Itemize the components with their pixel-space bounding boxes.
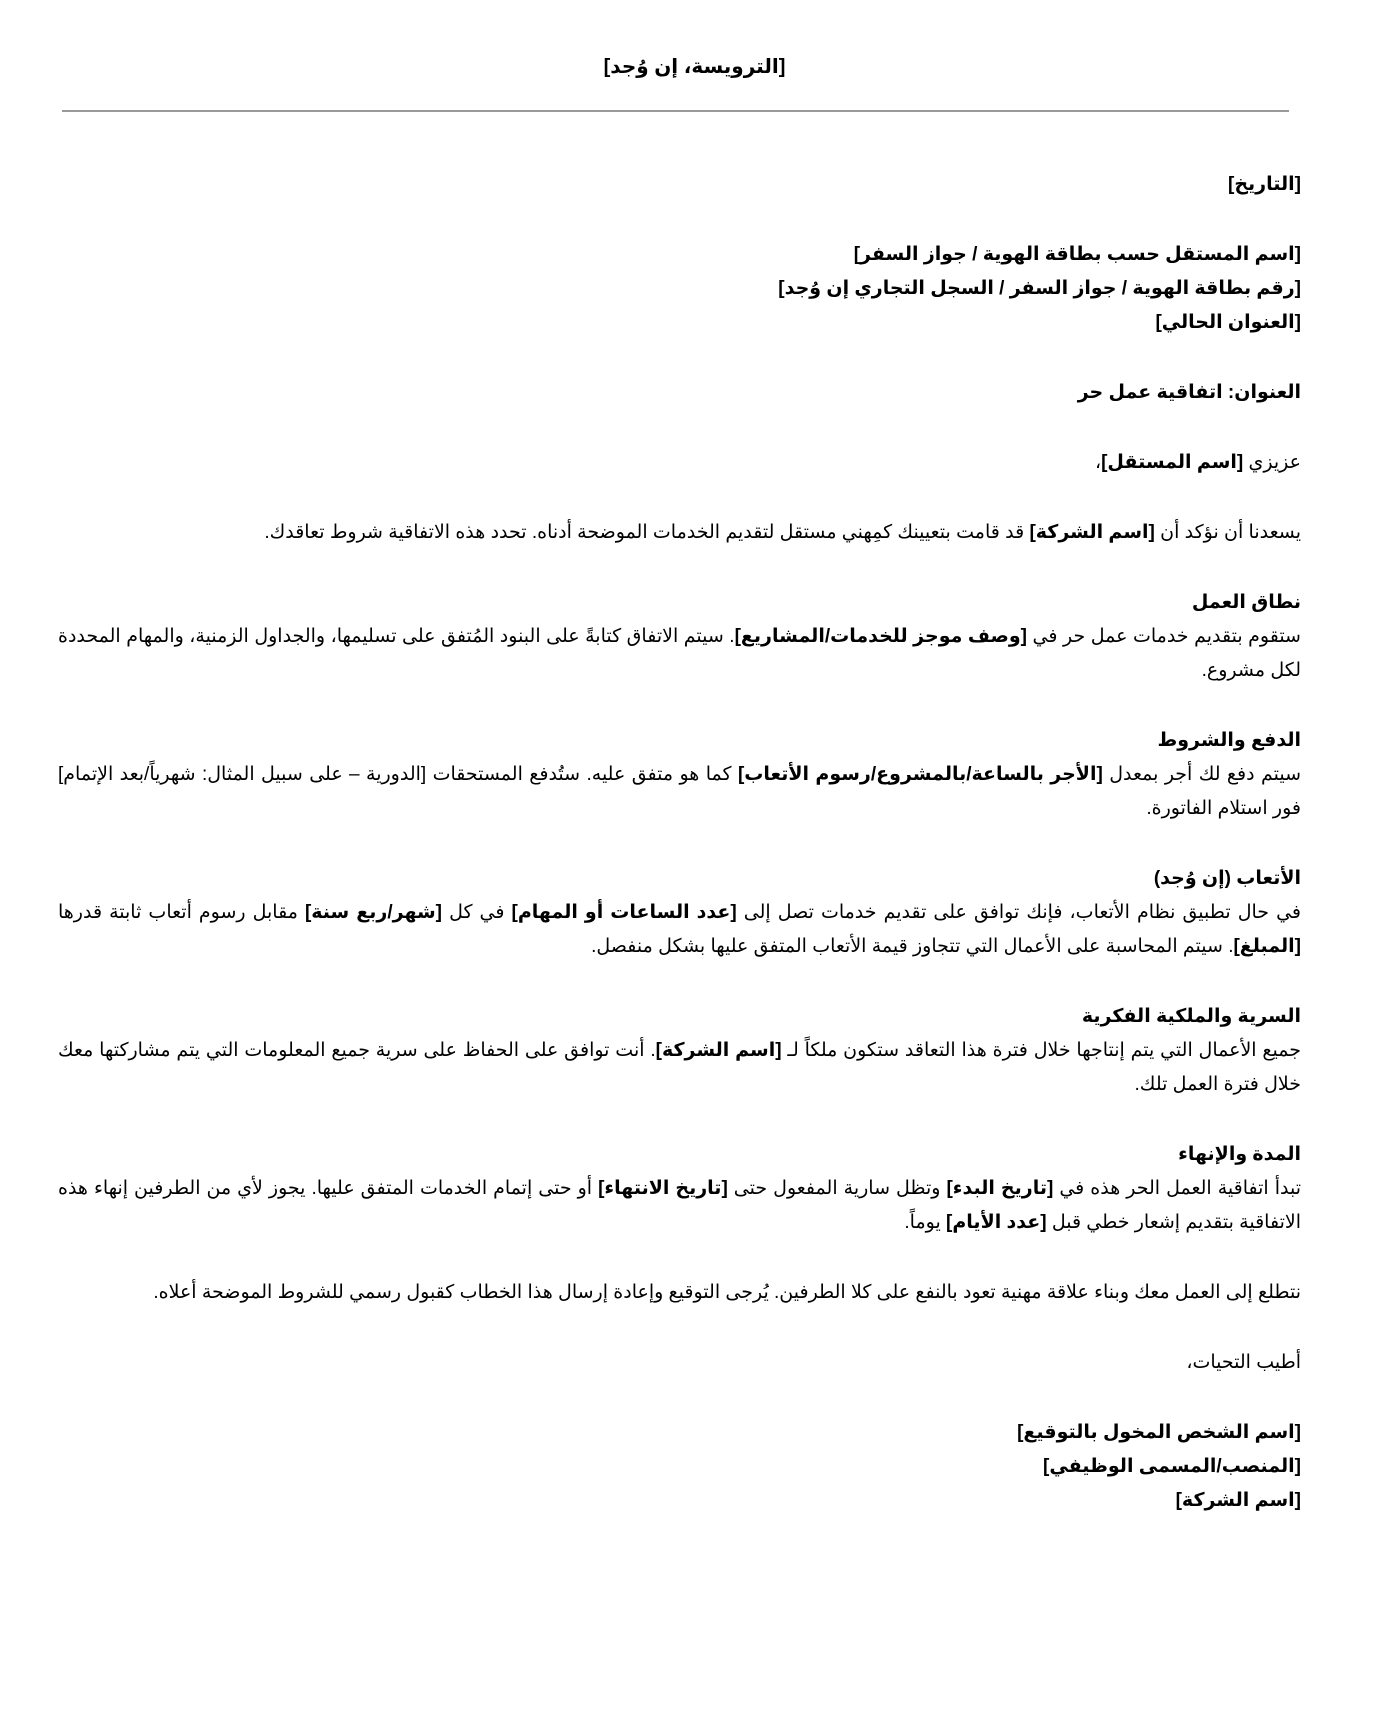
scope-text-2: . سيتم الاتفاق كتابةً على البنود المُتفق على تسليمها، والجداول الزمنية، والمهام المحددة لكل مشروع. — [58, 626, 1301, 681]
term-paragraph — [58, 1172, 1301, 1240]
retainer-amount-placeholder: [المبلغ] — [1233, 936, 1301, 957]
confidentiality-paragraph — [58, 1034, 1301, 1102]
scope-text-1: ستقوم بتقديم خدمات عمل حر في — [1027, 626, 1301, 647]
header-divider — [62, 110, 1289, 112]
confidentiality-company-placeholder: [اسم الشركة] — [655, 1040, 782, 1061]
recipient-id: [رقم بطاقة الهوية / جواز السفر / السجل التجاري إن وُجد] — [778, 278, 1301, 299]
term-text-4: يوماً. — [904, 1212, 947, 1233]
payment-text-2: كما هو متفق عليه. ستُدفع المستحقات [الدورية – على سبيل المثال: شهرياً/بعد الإتمام] فور استلام الفاتورة. — [58, 764, 1301, 819]
intro-text-1: يسعدنا أن نؤكد أن — [1154, 522, 1301, 543]
retainer-text-4: . سيتم المحاسبة على الأعمال التي تتجاوز قيمة الأتعاب المتفق عليها بشكل منفصل. — [591, 936, 1234, 957]
signatory-company: [اسم الشركة] — [1175, 1490, 1301, 1511]
term-days-placeholder: [عدد الأيام] — [946, 1212, 1047, 1233]
greeting-prefix: عزيزي — [1243, 452, 1301, 473]
term-start-placeholder: [تاريخ البدء] — [946, 1178, 1054, 1199]
signatory-title: [المنصب/المسمى الوظيفي] — [1043, 1456, 1301, 1477]
recipient-name: [اسم المستقل حسب بطاقة الهوية / جواز السفر] — [853, 244, 1301, 265]
greeting-suffix: ، — [1094, 452, 1102, 473]
retainer-text-2: في كل — [442, 902, 512, 923]
recipient-address: [العنوان الحالي] — [1155, 312, 1301, 333]
retainer-hours-placeholder: [عدد الساعات أو المهام] — [511, 902, 737, 923]
date-placeholder: [التاريخ] — [1228, 174, 1301, 195]
intro-text-2: قد قامت بتعيينك كمِهني مستقل لتقديم الخدمات الموضحة أدناه. تحدد هذه الاتفاقية شروط تعاقدك. — [264, 522, 1030, 543]
term-text-2: وتظل سارية المفعول حتى — [727, 1178, 947, 1199]
signoff: أطيب التحيات، — [1186, 1352, 1301, 1373]
letterhead: [الترويسة، إن وُجد] — [603, 56, 786, 78]
scope-title: نطاق العمل — [1191, 592, 1301, 613]
term-text-1: تبدأ اتفاقية العمل الحر هذه في — [1053, 1178, 1301, 1199]
intro-company-placeholder: [اسم الشركة] — [1029, 522, 1155, 543]
recipient-block — [58, 238, 1301, 340]
scope-paragraph — [58, 620, 1301, 688]
subject-line: العنوان: اتفاقية عمل حر — [1077, 382, 1301, 403]
scope-services-placeholder: [وصف موجز للخدمات/المشاريع] — [734, 626, 1028, 647]
intro-paragraph — [58, 516, 1301, 550]
confidentiality-text-2: . أنت توافق على الحفاظ على سرية جميع المعلومات التي يتم مشاركتها معك خلال فترة العمل تلك. — [58, 1040, 1301, 1095]
payment-paragraph — [58, 758, 1301, 826]
closing-paragraph: نتطلع إلى العمل معك وبناء علاقة مهنية تعود بالنفع على كلا الطرفين. يُرجى التوقيع وإعادة إرسال هذا الخطاب كقبول رسمي للشروط الموضحة أعلاه. — [153, 1282, 1301, 1303]
term-title: المدة والإنهاء — [1178, 1144, 1301, 1165]
retainer-text-1: في حال تطبيق نظام الأتعاب، فإنك توافق على تقديم خدمات تصل إلى — [736, 902, 1302, 923]
letter-body — [58, 168, 1301, 1518]
greeting-name: [اسم المستقل] — [1101, 452, 1244, 473]
retainer-period-placeholder: [شهر/ربع سنة] — [304, 902, 443, 923]
payment-title: الدفع والشروط — [1157, 730, 1301, 751]
greeting — [58, 446, 1301, 480]
confidentiality-text-1: جميع الأعمال التي يتم إنتاجها خلال فترة هذا التعاقد ستكون ملكاً لـ — [781, 1040, 1301, 1061]
payment-rate-placeholder: [الأجر بالساعة/بالمشروع/رسوم الأتعاب] — [737, 764, 1103, 785]
retainer-text-3: مقابل رسوم أتعاب ثابتة قدرها — [58, 902, 305, 923]
retainer-paragraph — [58, 896, 1301, 964]
confidentiality-title: السرية والملكية الفكرية — [1081, 1006, 1301, 1027]
term-text-3: أو حتى إتمام الخدمات المتفق عليها. يجوز لأي من الطرفين إنهاء هذه الاتفاقية بتقديم إشعار خطي قبل — [58, 1178, 1301, 1233]
retainer-title: الأتعاب (إن وُجد) — [1153, 868, 1301, 889]
payment-text-1: سيتم دفع لك أجر بمعدل — [1102, 764, 1302, 785]
term-end-placeholder: [تاريخ الانتهاء] — [598, 1178, 728, 1199]
signature-block — [58, 1416, 1301, 1518]
signatory-name: [اسم الشخص المخول بالتوقيع] — [1017, 1422, 1301, 1443]
